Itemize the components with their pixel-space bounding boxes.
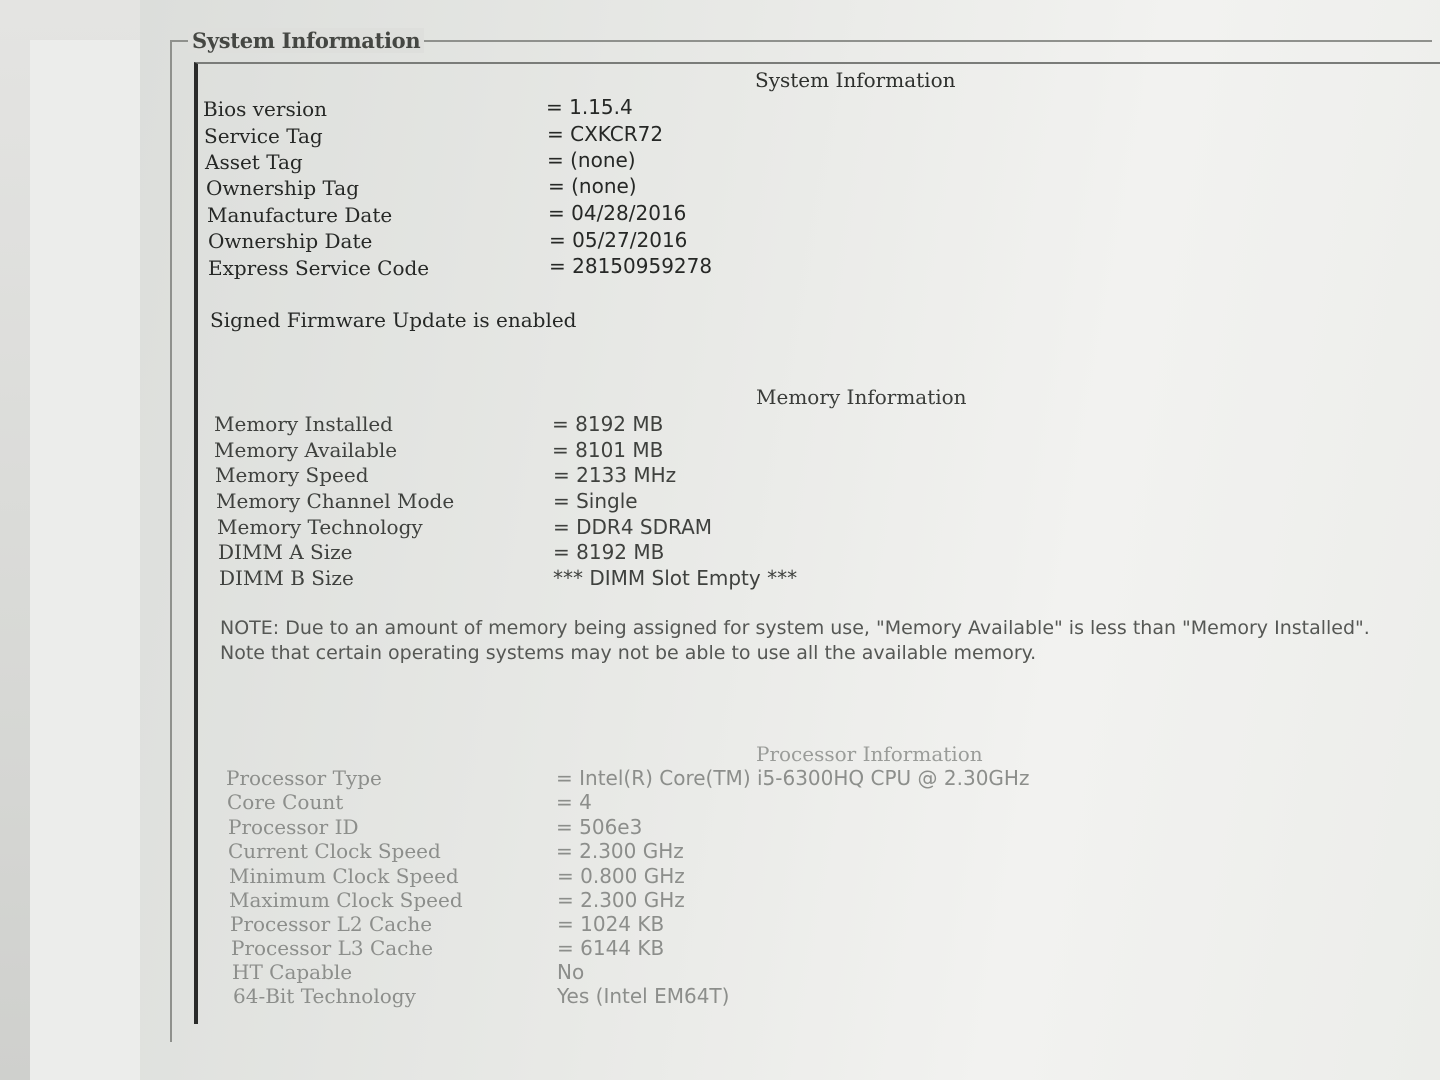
signed-firmware-status: Signed Firmware Update is enabled xyxy=(210,308,577,332)
row-label: Processor L3 Cache xyxy=(231,936,434,960)
row-value: = 8192 MB xyxy=(552,412,664,436)
row-value: = Single xyxy=(553,489,638,513)
row-value: = 05/27/2016 xyxy=(549,228,688,252)
row-value: = 6144 KB xyxy=(557,936,665,960)
row-value: = 1.15.4 xyxy=(546,95,633,119)
row-label: Minimum Clock Speed xyxy=(229,864,459,888)
row-label: Memory Installed xyxy=(214,412,393,436)
row-value: = 0.800 GHz xyxy=(557,864,685,888)
row-label: Processor Type xyxy=(226,766,382,790)
row-label: Memory Speed xyxy=(215,463,369,487)
left-navigation-pane[interactable] xyxy=(30,40,142,1080)
row-label: Ownership Date xyxy=(208,229,373,253)
row-label: Current Clock Speed xyxy=(228,839,441,863)
row-label: Express Service Code xyxy=(208,256,430,280)
row-value: = (none) xyxy=(547,148,636,172)
memory-heading: Memory Information xyxy=(756,385,967,409)
row-value: = (none) xyxy=(548,174,637,198)
row-label: Memory Channel Mode xyxy=(216,489,455,513)
row-label: Bios version xyxy=(203,97,328,121)
row-label: Asset Tag xyxy=(205,150,303,174)
row-value: = Intel(R) Core(TM) i5-6300HQ CPU @ 2.30GHz xyxy=(556,766,1030,790)
row-label: Processor L2 Cache xyxy=(230,912,433,936)
row-value: = 8101 MB xyxy=(552,438,664,462)
row-value: No xyxy=(557,960,585,984)
row-label: Processor ID xyxy=(228,815,359,839)
row-value: = DDR4 SDRAM xyxy=(553,515,713,539)
row-value: = 1024 KB xyxy=(557,912,665,936)
row-label: DIMM A Size xyxy=(218,540,353,564)
row-value: = 2133 MHz xyxy=(553,463,677,487)
row-value: = 2.300 GHz xyxy=(557,888,685,912)
row-value: = 04/28/2016 xyxy=(548,201,687,225)
row-label: Core Count xyxy=(227,790,344,814)
processor-heading: Processor Information xyxy=(756,742,983,766)
row-value: = 4 xyxy=(556,790,592,814)
row-value: = CXKCR72 xyxy=(547,122,664,146)
row-value: = 28150959278 xyxy=(549,254,713,278)
memory-note: NOTE: Due to an amount of memory being assigned for system use, "Memory Available" is less than "Memory Installed". Note that certain operating systems may not be able to use all the available memory. xyxy=(220,617,1370,664)
row-label: Manufacture Date xyxy=(207,203,393,227)
row-value: = 2.300 GHz xyxy=(556,839,684,863)
row-label: HT Capable xyxy=(232,960,353,984)
row-label: Memory Available xyxy=(214,438,398,462)
row-label: 64-Bit Technology xyxy=(233,984,416,1008)
row-value: = 8192 MB xyxy=(553,540,665,564)
group-title: System Information xyxy=(188,28,424,53)
row-label: Maximum Clock Speed xyxy=(229,888,463,912)
row-label: Ownership Tag xyxy=(206,176,360,200)
row-label: DIMM B Size xyxy=(219,566,354,590)
row-value: = 506e3 xyxy=(556,815,643,839)
row-value: *** DIMM Slot Empty *** xyxy=(553,566,798,590)
system-heading: System Information xyxy=(755,68,956,92)
row-value: Yes (Intel EM64T) xyxy=(557,984,730,1008)
row-label: Service Tag xyxy=(204,124,323,148)
row-label: Memory Technology xyxy=(217,515,423,539)
